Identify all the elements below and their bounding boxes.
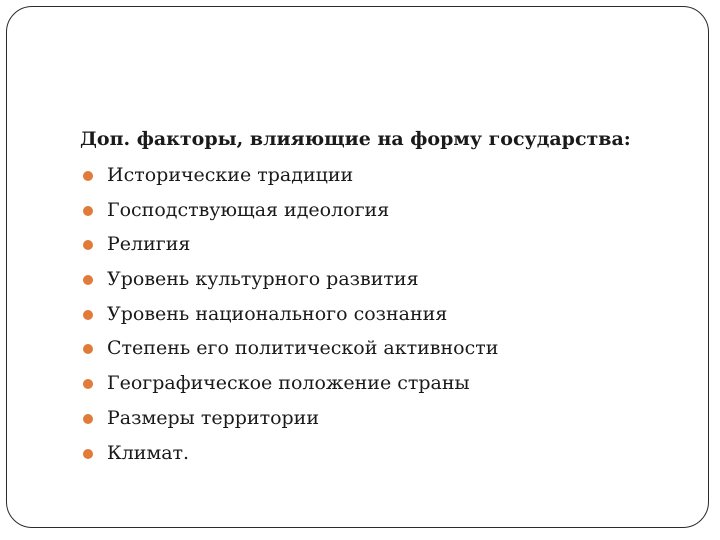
bullet-icon [83,275,93,285]
list-item-text: Степень его политической активности [107,337,499,360]
bullet-icon [83,240,93,250]
bullet-icon [83,379,93,389]
bullet-icon [83,414,93,424]
list-item-text: Размеры территории [107,406,320,429]
list-item-text: Религия [107,233,191,256]
list-item [80,227,700,262]
list-item-text: Уровень культурного развития [107,268,419,291]
list-item [80,262,700,297]
list-item [80,158,700,193]
list-item-text: Уровень национального сознания [107,302,448,325]
list-item-text: Географическое положение страны [107,372,470,395]
list-item [80,436,700,471]
list-item-text: Господствующая идеология [107,198,390,221]
slide-content [80,124,700,470]
factor-list [80,158,700,470]
list-item [80,297,700,332]
bullet-icon [83,344,93,354]
list-item [80,331,700,366]
bullet-icon [83,171,93,181]
slide-heading: Доп. факторы, влияющие на форму государства: [80,128,631,150]
bullet-icon [83,310,93,320]
slide-frame [6,6,709,528]
list-item-text: Климат. [107,441,190,464]
bullet-icon [83,206,93,216]
list-item [80,193,700,228]
list-item [80,401,700,436]
list-item [80,366,700,401]
list-item-text: Исторические традиции [107,164,354,186]
bullet-icon [83,449,93,459]
